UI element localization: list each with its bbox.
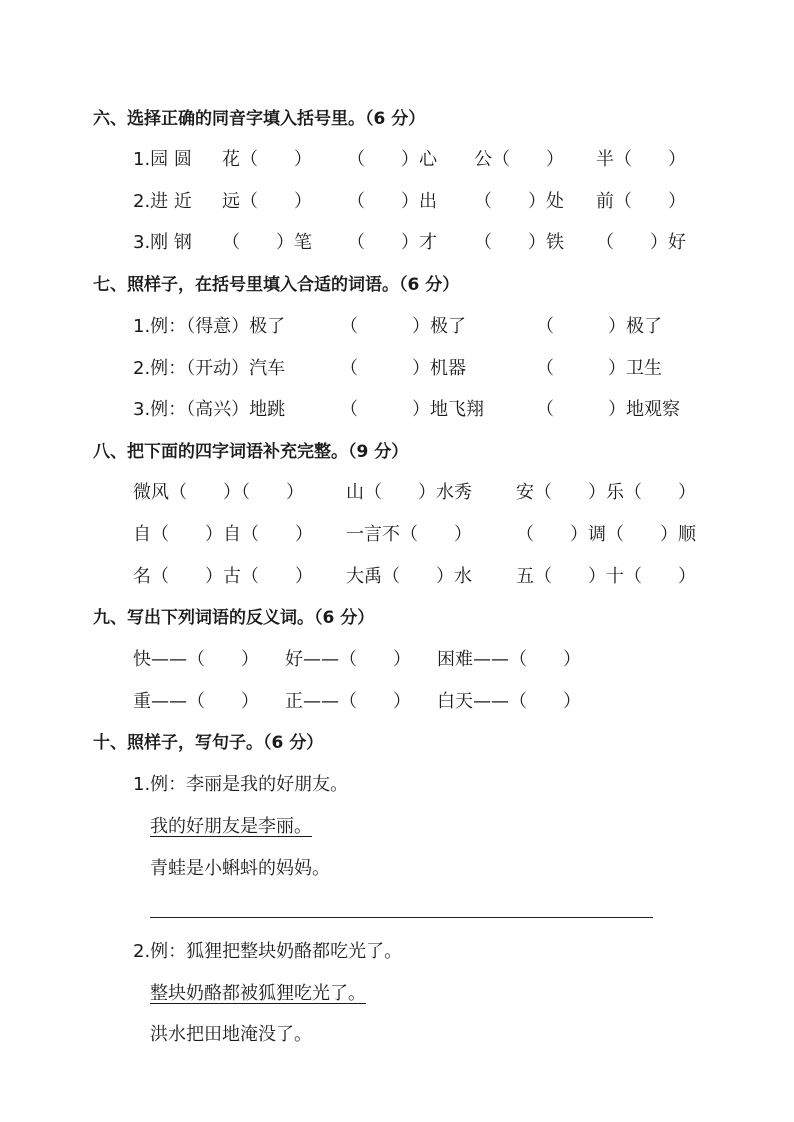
six-row3-blank4[interactable]: （ ）好 xyxy=(596,232,686,253)
section-nine-title: 九、写出下列词语的反义词。（6 分） xyxy=(93,608,375,628)
eight-row3-idiom1[interactable]: 名（ ）古（ ） xyxy=(133,566,313,587)
ten-prompt2: 洪水把田地淹没了。 xyxy=(150,1024,312,1045)
eight-row3-idiom2[interactable]: 大禹（ ）水 xyxy=(346,566,472,587)
seven-row3-blank2[interactable]: （ ）地观察 xyxy=(536,399,680,420)
seven-row1-blank2[interactable]: （ ）极了 xyxy=(536,316,662,337)
six-row3-blank3[interactable]: （ ）铁 xyxy=(474,232,564,253)
six-row1-blank1[interactable]: 花（ ） xyxy=(222,149,312,170)
section-ten-title: 十、照样子，写句子。（6 分） xyxy=(93,733,324,753)
nine-row2-item2[interactable]: 正——（ ） xyxy=(285,691,411,712)
seven-row2-example: 2.例：（开动）汽车 xyxy=(133,358,286,379)
eight-row1-idiom2[interactable]: 山（ ）水秀 xyxy=(346,482,472,503)
nine-row2-item3[interactable]: 白天——（ ） xyxy=(437,691,581,712)
six-row1-label: 1.园 圆 xyxy=(133,149,192,170)
six-row2-label: 2.进 近 xyxy=(133,191,192,212)
seven-row2-blank1[interactable]: （ ）机器 xyxy=(340,358,466,379)
ten-example1: 1.例：李丽是我的好朋友。 xyxy=(133,774,349,795)
eight-row2-idiom2[interactable]: 一言不（ ） xyxy=(346,524,472,545)
seven-row2-blank2[interactable]: （ ）卫生 xyxy=(536,358,662,379)
seven-row1-example: 1.例：（得意）极了 xyxy=(133,316,286,337)
six-row1-blank4[interactable]: 半（ ） xyxy=(596,149,686,170)
six-row3-label: 3.刚 钢 xyxy=(133,232,192,253)
seven-row3-example: 3.例：（高兴）地跳 xyxy=(133,399,286,420)
six-row3-blank2[interactable]: （ ）才 xyxy=(347,232,437,253)
eight-row1-idiom1[interactable]: 微风（ ）（ ） xyxy=(133,482,304,503)
eight-row2-idiom3[interactable]: （ ）调（ ）顺 xyxy=(516,524,696,545)
seven-row1-blank1[interactable]: （ ）极了 xyxy=(340,316,466,337)
seven-row3-blank1[interactable]: （ ）地飞翔 xyxy=(340,399,484,420)
ten-answer1: 我的好朋友是李丽。 xyxy=(150,816,312,837)
eight-row1-idiom3[interactable]: 安（ ）乐（ ） xyxy=(516,482,696,503)
section-seven-title: 七、照样子，在括号里填入合适的词语。（6 分） xyxy=(93,275,460,295)
six-row2-blank4[interactable]: 前（ ） xyxy=(596,191,686,212)
ten-prompt1: 青蛙是小蝌蚪的妈妈。 xyxy=(150,858,330,879)
section-eight-title: 八、把下面的四字词语补充完整。（9 分） xyxy=(93,442,409,462)
ten-answer-line1[interactable] xyxy=(150,917,653,918)
six-row1-blank2[interactable]: （ ）心 xyxy=(347,149,437,170)
ten-example2: 2.例：狐狸把整块奶酪都吃光了。 xyxy=(133,941,403,962)
six-row2-blank3[interactable]: （ ）处 xyxy=(474,191,564,212)
nine-row1-item3[interactable]: 困难——（ ） xyxy=(437,649,581,670)
section-six-title: 六、选择正确的同音字填入括号里。（6 分） xyxy=(93,109,426,129)
nine-row1-item2[interactable]: 好——（ ） xyxy=(285,649,411,670)
eight-row2-idiom1[interactable]: 自（ ）自（ ） xyxy=(133,524,313,545)
six-row2-blank1[interactable]: 远（ ） xyxy=(222,191,312,212)
nine-row2-item1[interactable]: 重——（ ） xyxy=(133,691,259,712)
nine-row1-item1[interactable]: 快——（ ） xyxy=(133,649,259,670)
six-row3-blank1[interactable]: （ ）笔 xyxy=(222,232,312,253)
ten-answer2: 整块奶酪都被狐狸吃光了。 xyxy=(150,983,366,1004)
eight-row3-idiom3[interactable]: 五（ ）十（ ） xyxy=(516,566,696,587)
six-row1-blank3[interactable]: 公（ ） xyxy=(474,149,564,170)
six-row2-blank2[interactable]: （ ）出 xyxy=(347,191,437,212)
